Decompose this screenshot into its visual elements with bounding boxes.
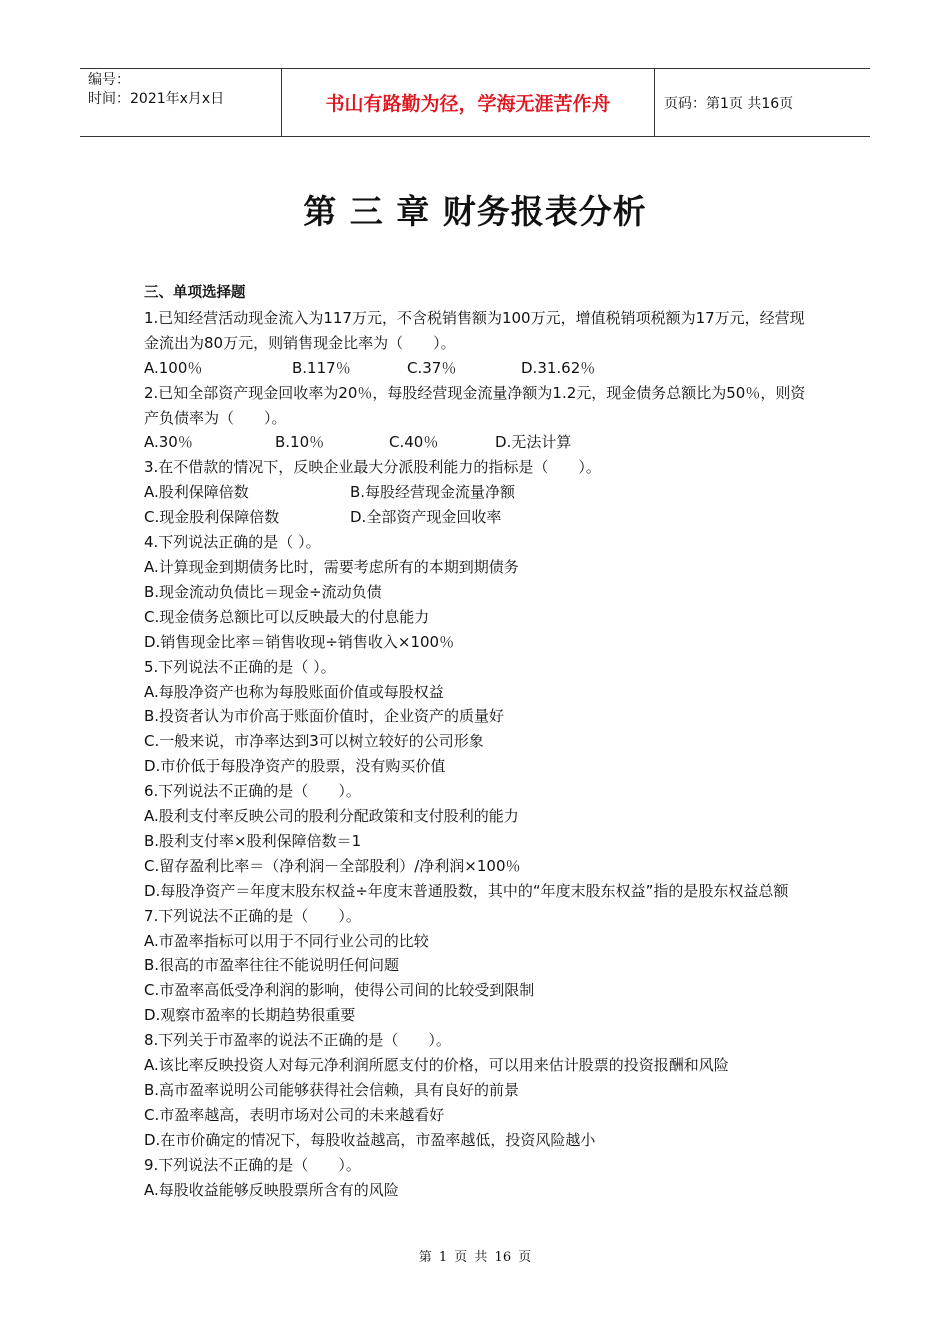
option: C.市盈率高低受净利润的影响，使得公司间的比较受到限制 [144, 981, 535, 1000]
option-row [144, 505, 814, 530]
question-stem: 7.下列说法不正确的是（ ）。 [144, 906, 361, 925]
question-stem: 6.下列说法不正确的是（ ）。 [144, 782, 361, 801]
option: D.市价低于每股净资产的股票，没有购买价值 [144, 757, 446, 776]
question-stem: 4.下列说法正确的是（ ）。 [144, 533, 321, 552]
header-motto: 书山有路勤为径，学海无涯苦作舟 [282, 69, 655, 136]
option: A.股利支付率反映公司的股利分配政策和支付股利的能力 [144, 807, 519, 826]
option-row [144, 480, 814, 505]
question-stem: 9.下列说法不正确的是（ ）。 [144, 1155, 361, 1174]
option: D.无法计算 [495, 433, 572, 452]
option: B.117％ [292, 358, 351, 377]
option: A.该比率反映投资人对每元净利润所愿支付的价格，可以用来估计股票的投资报酬和风险 [144, 1056, 729, 1075]
question-content [144, 281, 814, 1203]
option: C.37％ [407, 358, 457, 377]
option: C.现金股利保障倍数 [144, 508, 280, 527]
question-stem: 8.下列关于市盈率的说法不正确的是（ ）。 [144, 1031, 451, 1050]
option: A.每股净资产也称为每股账面价值或每股权益 [144, 682, 444, 701]
option: D.在市价确定的情况下，每股收益越高，市盈率越低，投资风险越小 [144, 1130, 596, 1149]
question-stem: 2.已知全部资产现金回收率为20％，每股经营现金流量净额为1.2元，现金债务总额比为50％，则资产负债率为（ ）。 [144, 383, 806, 427]
option-row [144, 430, 814, 455]
option: A.100％ [144, 358, 203, 377]
chapter-title: 第 三 章 财务报表分析 [303, 192, 647, 231]
option-row [144, 356, 814, 381]
question-stem: 5.下列说法不正确的是（ ）。 [144, 657, 336, 676]
option: B.每股经营现金流量净额 [350, 483, 516, 502]
option: C.40％ [389, 433, 439, 452]
option: D.销售现金比率＝销售收现÷销售收入×100％ [144, 632, 455, 651]
header-page-info: 页码：第1页 共16页 [664, 95, 794, 112]
page-footer: 第 1 页 共 16 页 [418, 1250, 532, 1265]
option: B.高市盈率说明公司能够获得社会信赖，具有良好的前景 [144, 1081, 520, 1099]
option: C.留存盈利比率＝（净利润－全部股利）/净利润×100％ [144, 856, 521, 875]
option: A.股利保障倍数 [144, 483, 249, 502]
number-label: 编号： [88, 72, 130, 88]
option: A.每股收益能够反映股票所含有的风险 [144, 1180, 399, 1199]
option: D.全部资产现金回收率 [350, 508, 502, 527]
option: C.市盈率越高，表明市场对公司的未来越看好 [144, 1105, 445, 1124]
option: B.股利支付率×股利保障倍数＝1 [144, 831, 362, 850]
option: A.30％ [144, 433, 193, 452]
option: A.计算现金到期债务比时，需要考虑所有的本期到期债务 [144, 557, 519, 576]
question-stem: 3.在不借款的情况下，反映企业最大分派股利能力的指标是（ ）。 [144, 458, 601, 477]
option: B.很高的市盈率往往不能说明任何问题 [144, 956, 400, 975]
option: C.现金债务总额比可以反映最大的付息能力 [144, 607, 430, 626]
option: D.31.62％ [521, 358, 596, 377]
header-table [80, 68, 870, 137]
option: C.一般来说，市净率达到3可以树立较好的公司形象 [144, 732, 484, 751]
option: D.每股净资产＝年度末股东权益÷年度末普通股数，其中的“年度末股东权益”指的是股东权益总额 [144, 881, 789, 900]
option: A.市盈率指标可以用于不同行业公司的比较 [144, 931, 429, 950]
time-label: 时间：2021年x月x日 [88, 91, 225, 107]
question-stem: 1.已知经营活动现金流入为117万元，不含税销售额为100万元，增值税销项税额为17万元，经营现金流出为80万元，则销售现金比率为（ ）。 [144, 308, 805, 352]
option: B.现金流动负债比＝现金÷流动负债 [144, 582, 382, 601]
section-heading: 三、单项选择题 [144, 285, 246, 301]
option: B.10％ [275, 433, 325, 452]
option: B.投资者认为市价高于账面价值时，企业资产的质量好 [144, 707, 505, 726]
header-left-cell [80, 69, 282, 136]
option: D.观察市盈率的长期趋势很重要 [144, 1006, 356, 1025]
